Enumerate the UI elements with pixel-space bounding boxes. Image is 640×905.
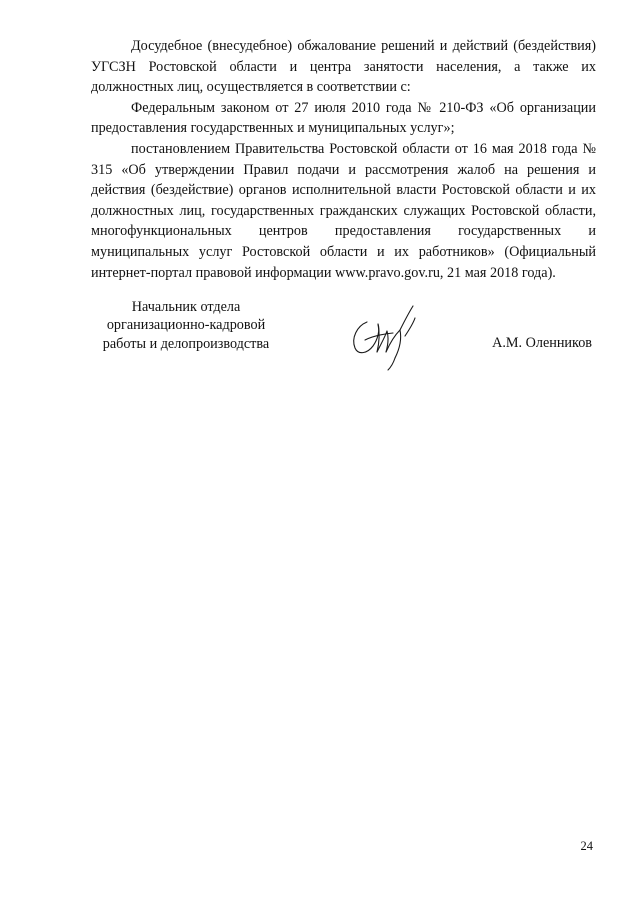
signatory-position-line: работы и делопроизводства	[102, 335, 270, 352]
paragraph-appeal-intro: Досудебное (внесудебное) обжалование решений и действий (бездействия) УГСЗН Ростовской области и центра занятости населения, а также их должностных лиц, осуществляется в соответствии с:	[91, 38, 596, 96]
handwritten-signature-icon	[343, 300, 433, 372]
signatory-name: А.М. Оленников	[492, 335, 592, 351]
document-body	[91, 36, 596, 283]
paragraph-federal-law: Федеральным законом от 27 июля 2010 года № 210-ФЗ «Об организации предоставления государственных и муниципальных услуг»;	[91, 99, 596, 137]
signature-block	[91, 298, 596, 368]
paragraph-government-resolution: постановлением Правительства Ростовской области от 16 мая 2018 года № 315 «Об утверждении Правил подачи и рассмотрения жалоб на решения и действия (бездействие) органов исполнительной власти Ростовской области и их должностных лиц, государственных гражданских служащих Ростовской области, многофункциональных центров предоставления государственных и муниципальных услуг Ростовской области и их работников» (Официальный интернет-портал правовой информации www.pravo.gov.ru, 21 мая 2018 года).	[91, 140, 596, 281]
signatory-position-line: организационно-кадровой	[106, 317, 266, 334]
signatory-position	[91, 298, 281, 353]
signatory-position-line: Начальник отдела	[131, 299, 241, 315]
page-number: 24	[580, 839, 593, 853]
